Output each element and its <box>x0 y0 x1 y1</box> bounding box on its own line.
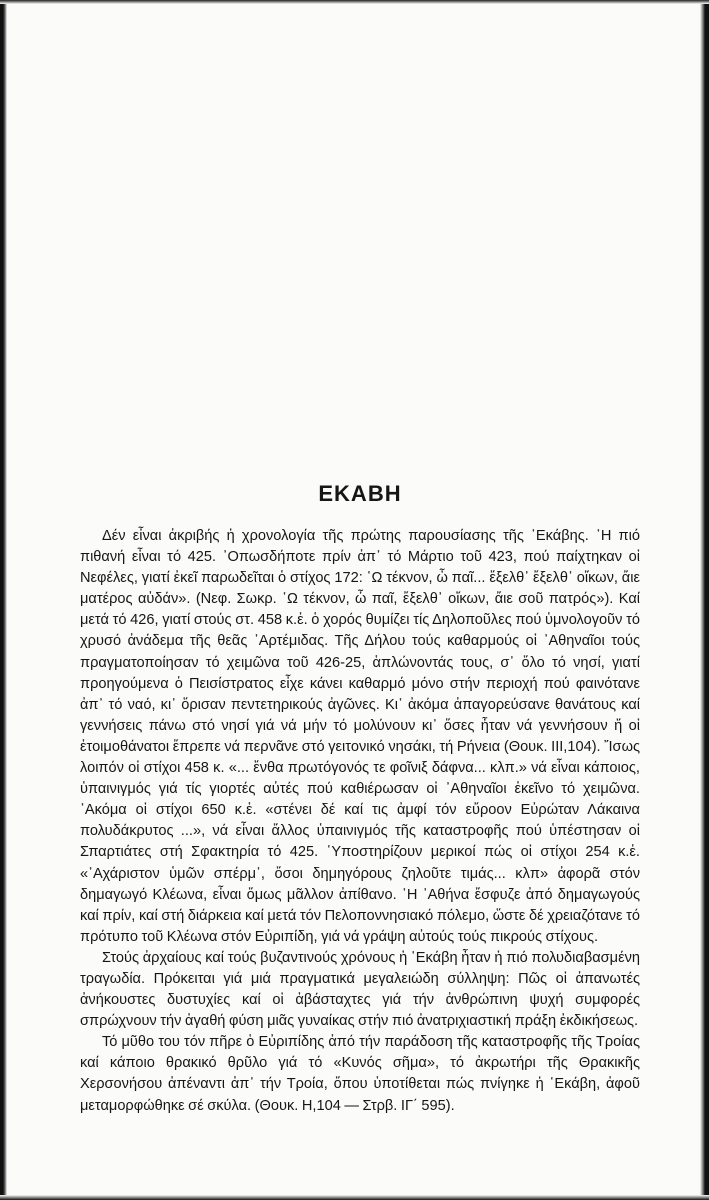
page-title: ΕΚΑΒΗ <box>318 481 402 506</box>
page-edge-left <box>0 0 7 1200</box>
text-block <box>80 480 640 1117</box>
paragraph-2: Στούς ἀρχαίους καί τούς βυζαντινούς χρόνους ἡ ῾Εκάβη ἦταν ἡ πιό πολυδιαβασμένη τραγωδία. Πρόκειται γιά μιά πραγματικά μεγαλειώδη σύλληψη: Πῶς οἱ ἀπανωτές ἀνήκουστες δυστυχίες καί οἱ ἀβάσταχτες γιά τήν ἀνθρώπινη ψυχή συμφορές σπρώχνουν τήν ἀγαθή φύση μιᾶς γυναίκας στήν πιό ἀνατριχιαστική πράξη ἐκδικήσεως. <box>80 949 640 1030</box>
page-edge-bottom <box>0 1195 709 1200</box>
paragraph-3: Τό μῦθο του τόν πῆρε ὁ Εὐριπίδης ἀπό τήν παράδοση τῆς καταστροφῆς τῆς Τροίας καί κάποιο θρακικό θρῦλο γιά τό «Κυνός σῆμα», τό ἀκρωτήρι τῆς Θρακικῆς Χερσονήσου ἀπέναντι ἀπ᾽ τήν Τροία, ὅπου ὑποτίθεται πώς πνίγηκε ἡ ῾Εκάβη, ἀφοῦ μεταμορφώθηκε σέ σκύλα. (Θουκ. Η,104 — Στρβ. ΙΓ΄ 595). <box>80 1034 640 1114</box>
paragraph-1: Δέν εἶναι ἀκριβής ἡ χρονολογία τῆς πρώτης παρουσίασης τῆς ῾Εκάβης. ῾Η πιό πιθανή εἶναι τό 425. ᾽Οπωσδήποτε πρίν ἀπ᾽ τό Μάρτιο τοῦ 423, πού παίχτηκαν οἱ Νεφέλες, γιατί ἐκεῖ παρωδεῖται ὁ στίχος 172: ῾Ω τέκνον, ὦ παῖ... ἔξελθ᾽ ἔξελθ᾽ οἴκων, ἄιε ματέρος αὐδάν». (Νεφ. Σωκρ. ῾Ω τέκνον, ὦ παῖ, ἔξελθ᾽ οἴκων, ἄιε σοῦ πατρός»). Καί μετά τό 426, γιατί στούς στ. 458 κ.ἑ. ὁ χορός θυμίζει τίς Δηλοποῦλες πού ὑμνολογοῦν τό χρυσό ἀνάδεμα τῆς θεᾶς ᾽Αρτέμιδας. Τῆς Δήλου τούς καθαρμούς οἱ ᾽Αθηναῖοι τούς πραγματοποίησαν τό χειμῶνα τοῦ 426-25, ἁπλώνοντάς τους, σ᾽ ὅλο τό νησί, γιατί προηγούμενα ὁ Πεισίστρατος εἶχε κάνει καθαρμό μόνο στήν περιοχή πού φαινότανε ἀπ᾽ τό ναό, κι᾽ ὅρισαν πεντετηρικούς ἀγῶνες. Κι᾽ ἀκόμα ἀπαγορεύσανε θανάτους καί γεννήσεις πάνω στό νησί γιά νά μήν τό μολύνουν κι᾽ ὅσες ἦταν νά γεννήσουν ἤ οἱ ἑτοιμοθάνατοι ἔπρεπε νά περνᾶνε στό γειτονικό νησάκι, τή Ρήνεια (Θουκ. ΙΙΙ,104). Ἴσως λοιπόν οἱ στίχοι 458 κ. «... ἔνθα πρωτόγονός τε φοῖνιξ δάφνα... κλπ.» νά εἶναι κάποιος, ὑπαινιγμός γιά τίς γιορτές αὐτές πού καθιέρωσαν οἱ ᾽Αθηναῖοι ἐκεῖνο τό χειμῶνα. ᾽Ακόμα οἱ στίχοι 650 κ.ἑ. «στένει δέ καί τις ἀμφί τόν εὔροον Εὐρώταν Λάκαινα πολυδάκρυτος ...», νά εἶναι ἄλλος ὑπαινιγμός τῆς καταστροφῆς πού ὑπέστησαν οἱ Σπαρτιάτες στή Σφακτηρία τό 425. ῾Υποστηρίζουν μερικοί πώς οἱ στίχοι 254 κ.ἑ. «᾽Αχάριστον ὑμῶν σπέρμ᾽, ὅσοι δημηγόρους ζηλοῦτε τιμάς... κλπ» ἀφορᾶ στόν δημαγωγό Κλέωνα, εἶναι ὅμως μᾶλλον ἀπίθανο. ῾Η ᾽Αθήνα ἔσφυζε ἀπό δημαγωγούς καί πρίν, καί στή διάρκεια καί μετά τόν Πελοποννησιακό πόλεμο, ὥστε δέ χρειαζότανε τό πρότυπο τοῦ Κλέωνα στόν Εὐριπίδη, γιά νά γράψη αὐτούς τούς πικρούς στίχους. <box>80 528 640 945</box>
page-edge-top <box>0 0 709 4</box>
page-edge-right <box>700 0 709 1200</box>
